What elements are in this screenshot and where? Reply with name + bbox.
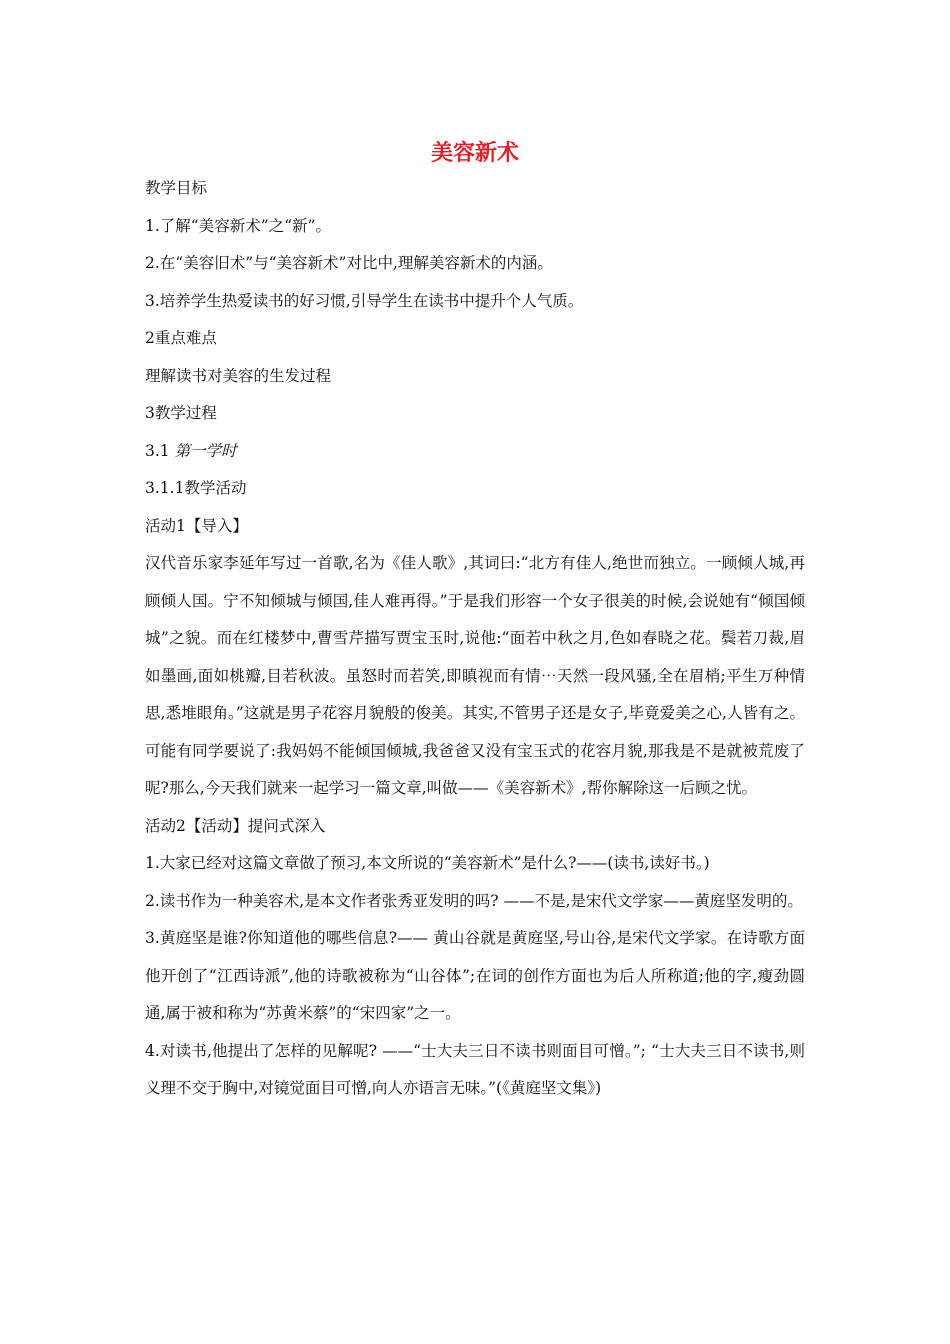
question-1: 1.大家已经对这篇文章做了预习,本文所说的“美容新术”是什么?——(读书,读好书。) [145, 854, 710, 872]
question-4: 4.对读书,他提出了怎样的见解呢? ——“士大夫三日不读书则面目可憎。”; “士大夫三日不读书,则义理不交于胸中,对镜觉面目可憎,向人亦语言无味。”(《黄庭坚文集》) [145, 1041, 805, 1097]
key-points-text: 理解读书对美容的生发过程 [145, 366, 332, 385]
activity-1-heading: 活动1【导入】 [145, 516, 248, 535]
objective-item-1: 1.了解“美容新术”之“新”。 [145, 216, 331, 235]
document-title: 美容新术 [430, 141, 519, 166]
process-heading: 3教学过程 [145, 404, 217, 422]
objective-item-2: 2.在“美容旧术”与“美容新术”对比中,理解美容新术的内涵。 [145, 254, 553, 272]
lesson-title: 第一学时 [174, 441, 237, 460]
intro-paragraph: 汉代音乐家李延年写过一首歌,名为《佳人歌》,其词曰:“北方有佳人,绝世而独立。一顾倾人城,再顾倾人国。宁不知倾城与倾国,佳人难再得。”于是我们形容一个女子很美的时候,会说她有“倾国倾城”之貌。而在红楼梦中,曹雪芹描写贾宝玉时,说他:“面若中秋之月,色如春晓之花。鬓若刀裁,眉如墨画,面如桃瓣,目若秋波。虽怒时而若笑,即瞋视而有情⋯天然一段风骚,全在眉梢;平生万种情思,悉堆眼角。”这就是男子花容月貌般的俊美。其实,不管男子还是女子,毕竟爱美之心,人皆有之。可能有同学要说了:我妈妈不能倾国倾城,我爸爸又没有宝玉式的花容月貌,那我是不是就被荒废了呢?那么,今天我们就来一起学习一篇文章,叫做——《美容新术》,帮你解除这一后顾之忧。 [145, 554, 805, 797]
objectives-heading: 教学目标 [145, 179, 208, 197]
objective-item-3: 3.培养学生热爱读书的好习惯,引导学生在读书中提升个人气质。 [145, 291, 584, 310]
question-3: 3.黄庭坚是谁?你知道他的哪些信息?—— 黄山谷就是黄庭坚,号山谷,是宋代文学家。在诗歌方面他开创了“江西诗派”,他的诗歌被称为“山谷体”;在词的创作方面也为后人所称道;他的字,瘦劲圆通,属于被和称为“苏黄米蔡”的“宋四家”之一。 [145, 929, 805, 1022]
lesson-number: 3.1 [145, 441, 175, 460]
activity-subheading: 3.1.1教学活动 [145, 479, 247, 497]
lesson-heading [145, 433, 805, 471]
document-body [145, 170, 805, 1108]
activity-2-heading: 活动2【活动】提问式深入 [145, 816, 326, 835]
key-points-heading: 2重点难点 [145, 329, 217, 347]
question-2: 2.读书作为一种美容术,是本文作者张秀亚发明的吗? ——不是,是宋代文学家——黄庭坚发明的。 [145, 891, 803, 910]
